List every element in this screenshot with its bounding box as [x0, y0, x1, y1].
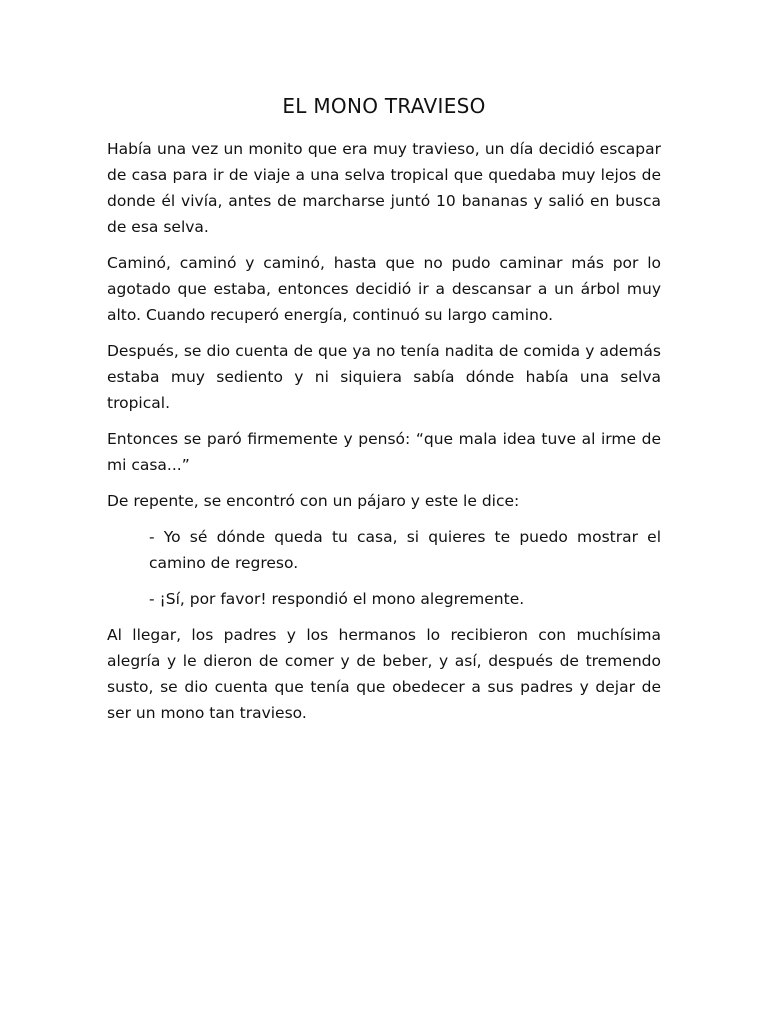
- paragraph: Entonces se paró firmemente y pensó: “que mala idea tuve al irme de mi casa...”: [107, 430, 661, 474]
- document-title: EL MONO TRAVIESO: [282, 94, 486, 118]
- closing-paragraph: Al llegar, los padres y los hermanos lo recibieron con muchísima alegría y le dieron de comer y de beber, y así, después de tremendo susto, se dio cuenta que tenía que obedecer a sus padres y dejar de ser un mono tan travieso.: [107, 626, 661, 722]
- paragraph: Caminó, caminó y caminó, hasta que no pudo caminar más por lo agotado que estaba, entonces decidió ir a descansar a un árbol muy alto. Cuando recuperó energía, continuó su largo camino.: [107, 254, 661, 324]
- paragraph: Después, se dio cuenta de que ya no tenía nadita de comida y además estaba muy sediento y ni siquiera sabía dónde había una selva tropical.: [107, 342, 661, 412]
- dialogue-line: - ¡Sí, por favor! respondió el mono alegremente.: [149, 590, 525, 608]
- dialogue-line: - Yo sé dónde queda tu casa, si quieres te puedo mostrar el camino de regreso.: [149, 528, 661, 572]
- document-body: [107, 136, 661, 736]
- paragraph: Había una vez un monito que era muy travieso, un día decidió escapar de casa para ir de viaje a una selva tropical que quedaba muy lejos de donde él vivía, antes de marcharse juntó 10 bananas y salió en busca de esa selva.: [107, 140, 661, 236]
- paragraph: De repente, se encontró con un pájaro y este le dice:: [107, 492, 520, 510]
